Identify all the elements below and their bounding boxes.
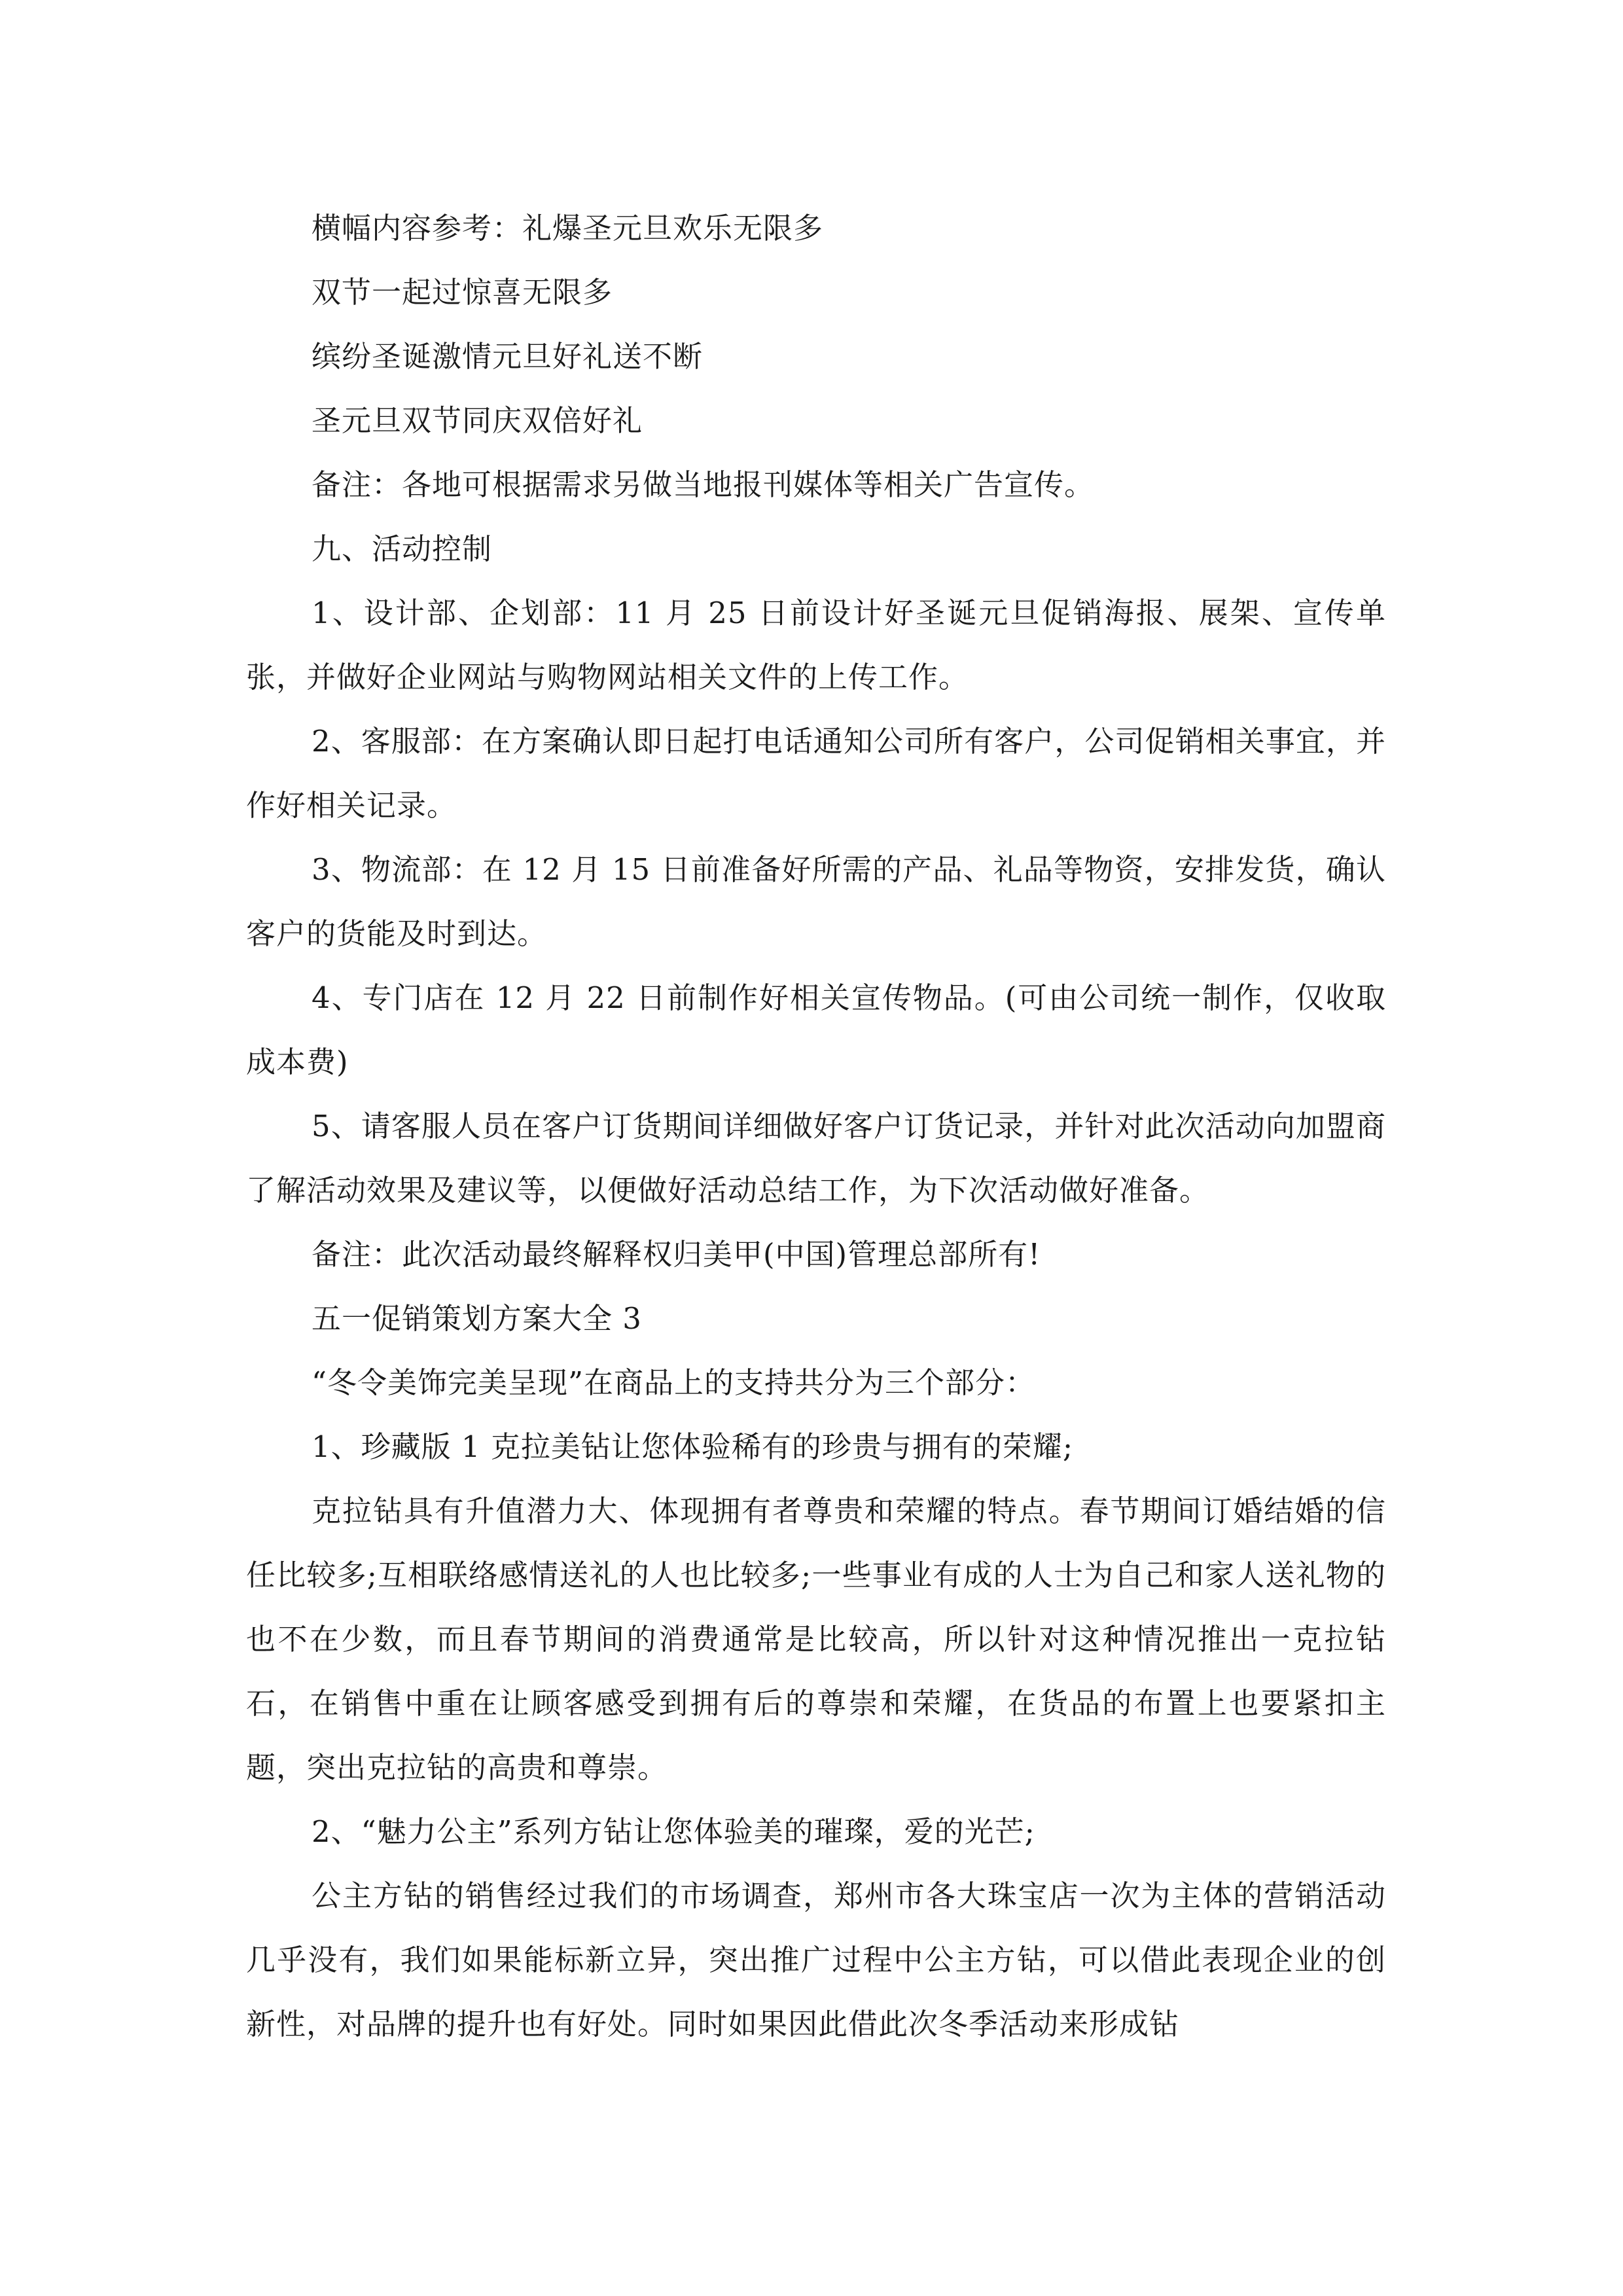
paragraph-banner-line-2: 双节一起过惊喜无限多 bbox=[312, 275, 613, 310]
paragraph-banner-reference: 横幅内容参考：礼爆圣元旦欢乐无限多 bbox=[312, 211, 824, 245]
paragraph-princess-diamond-details: 公主方钻的销售经过我们的市场调查，郑州市各大珠宝店一次为主体的营销活动几乎没有，我们如果能标新立异，突出推广过程中公主方钻，可以借此表现企业的创新性，对品牌的提升也有好处。同时如果因此借此次冬季活动来形成钻 bbox=[246, 1878, 1386, 2041]
paragraph-item-princess-series: 2、“魅力公主”系列方钻让您体验美的璀璨，爱的光芒; bbox=[312, 1814, 1035, 1849]
paragraph-carat-diamond-details: 克拉钻具有升值潜力大、体现拥有者尊贵和荣耀的特点。春节期间订婚结婚的信任比较多;互相联络感情送礼的人也比较多;一些事业有成的人士为自己和家人送礼物的也不在少数，而且春节期间的消费通常是比较高，所以针对这种情况推出一克拉钻石，在销售中重在让顾客感受到拥有后的尊崇和荣耀，在货品的布置上也要紧扣主题，突出克拉钻的高贵和尊崇。 bbox=[246, 1494, 1386, 1785]
paragraph-item-staff-records: 5、请客服人员在客户订货期间详细做好客户订货记录，并针对此次活动向加盟商了解活动效果及建议等，以便做好活动总结工作，为下次活动做好准备。 bbox=[246, 1109, 1386, 1208]
paragraph-item-logistics: 3、物流部：在 12 月 15 日前准备好所需的产品、礼品等物资，安排发货，确认客户的货能及时到达。 bbox=[246, 852, 1386, 951]
paragraph-banner-line-4: 圣元旦双节同庆双倍好礼 bbox=[312, 403, 643, 438]
document-body bbox=[246, 196, 1386, 2056]
paragraph-note-interpretation: 备注：此次活动最终解释权归美甲(中国)管理总部所有! bbox=[312, 1237, 1041, 1272]
section-heading-activity-control: 九、活动控制 bbox=[312, 531, 493, 566]
paragraph-item-customer-service: 2、客服部：在方案确认即日起打电话通知公司所有客户，公司促销相关事宜，并作好相关记录。 bbox=[246, 724, 1386, 823]
paragraph-product-support-intro: “冬令美饰完美呈现”在商品上的支持共分为三个部分： bbox=[312, 1365, 1036, 1400]
section-heading-plan-3: 五一促销策划方案大全 3 bbox=[312, 1301, 642, 1336]
paragraph-note-ads: 备注：各地可根据需求另做当地报刊媒体等相关广告宣传。 bbox=[312, 467, 1095, 502]
paragraph-item-one-carat: 1、珍藏版 1 克拉美钻让您体验稀有的珍贵与拥有的荣耀; bbox=[312, 1429, 1074, 1464]
paragraph-item-design-dept: 1、设计部、企划部：11 月 25 日前设计好圣诞元旦促销海报、展架、宣传单张，并做好企业网站与购物网站相关文件的上传工作。 bbox=[246, 596, 1386, 694]
paragraph-item-stores: 4、专门店在 12 月 22 日前制作好相关宣传物品。(可由公司统一制作，仅收取成本费) bbox=[246, 980, 1386, 1079]
paragraph-banner-line-3: 缤纷圣诞激情元旦好礼送不断 bbox=[312, 339, 704, 374]
